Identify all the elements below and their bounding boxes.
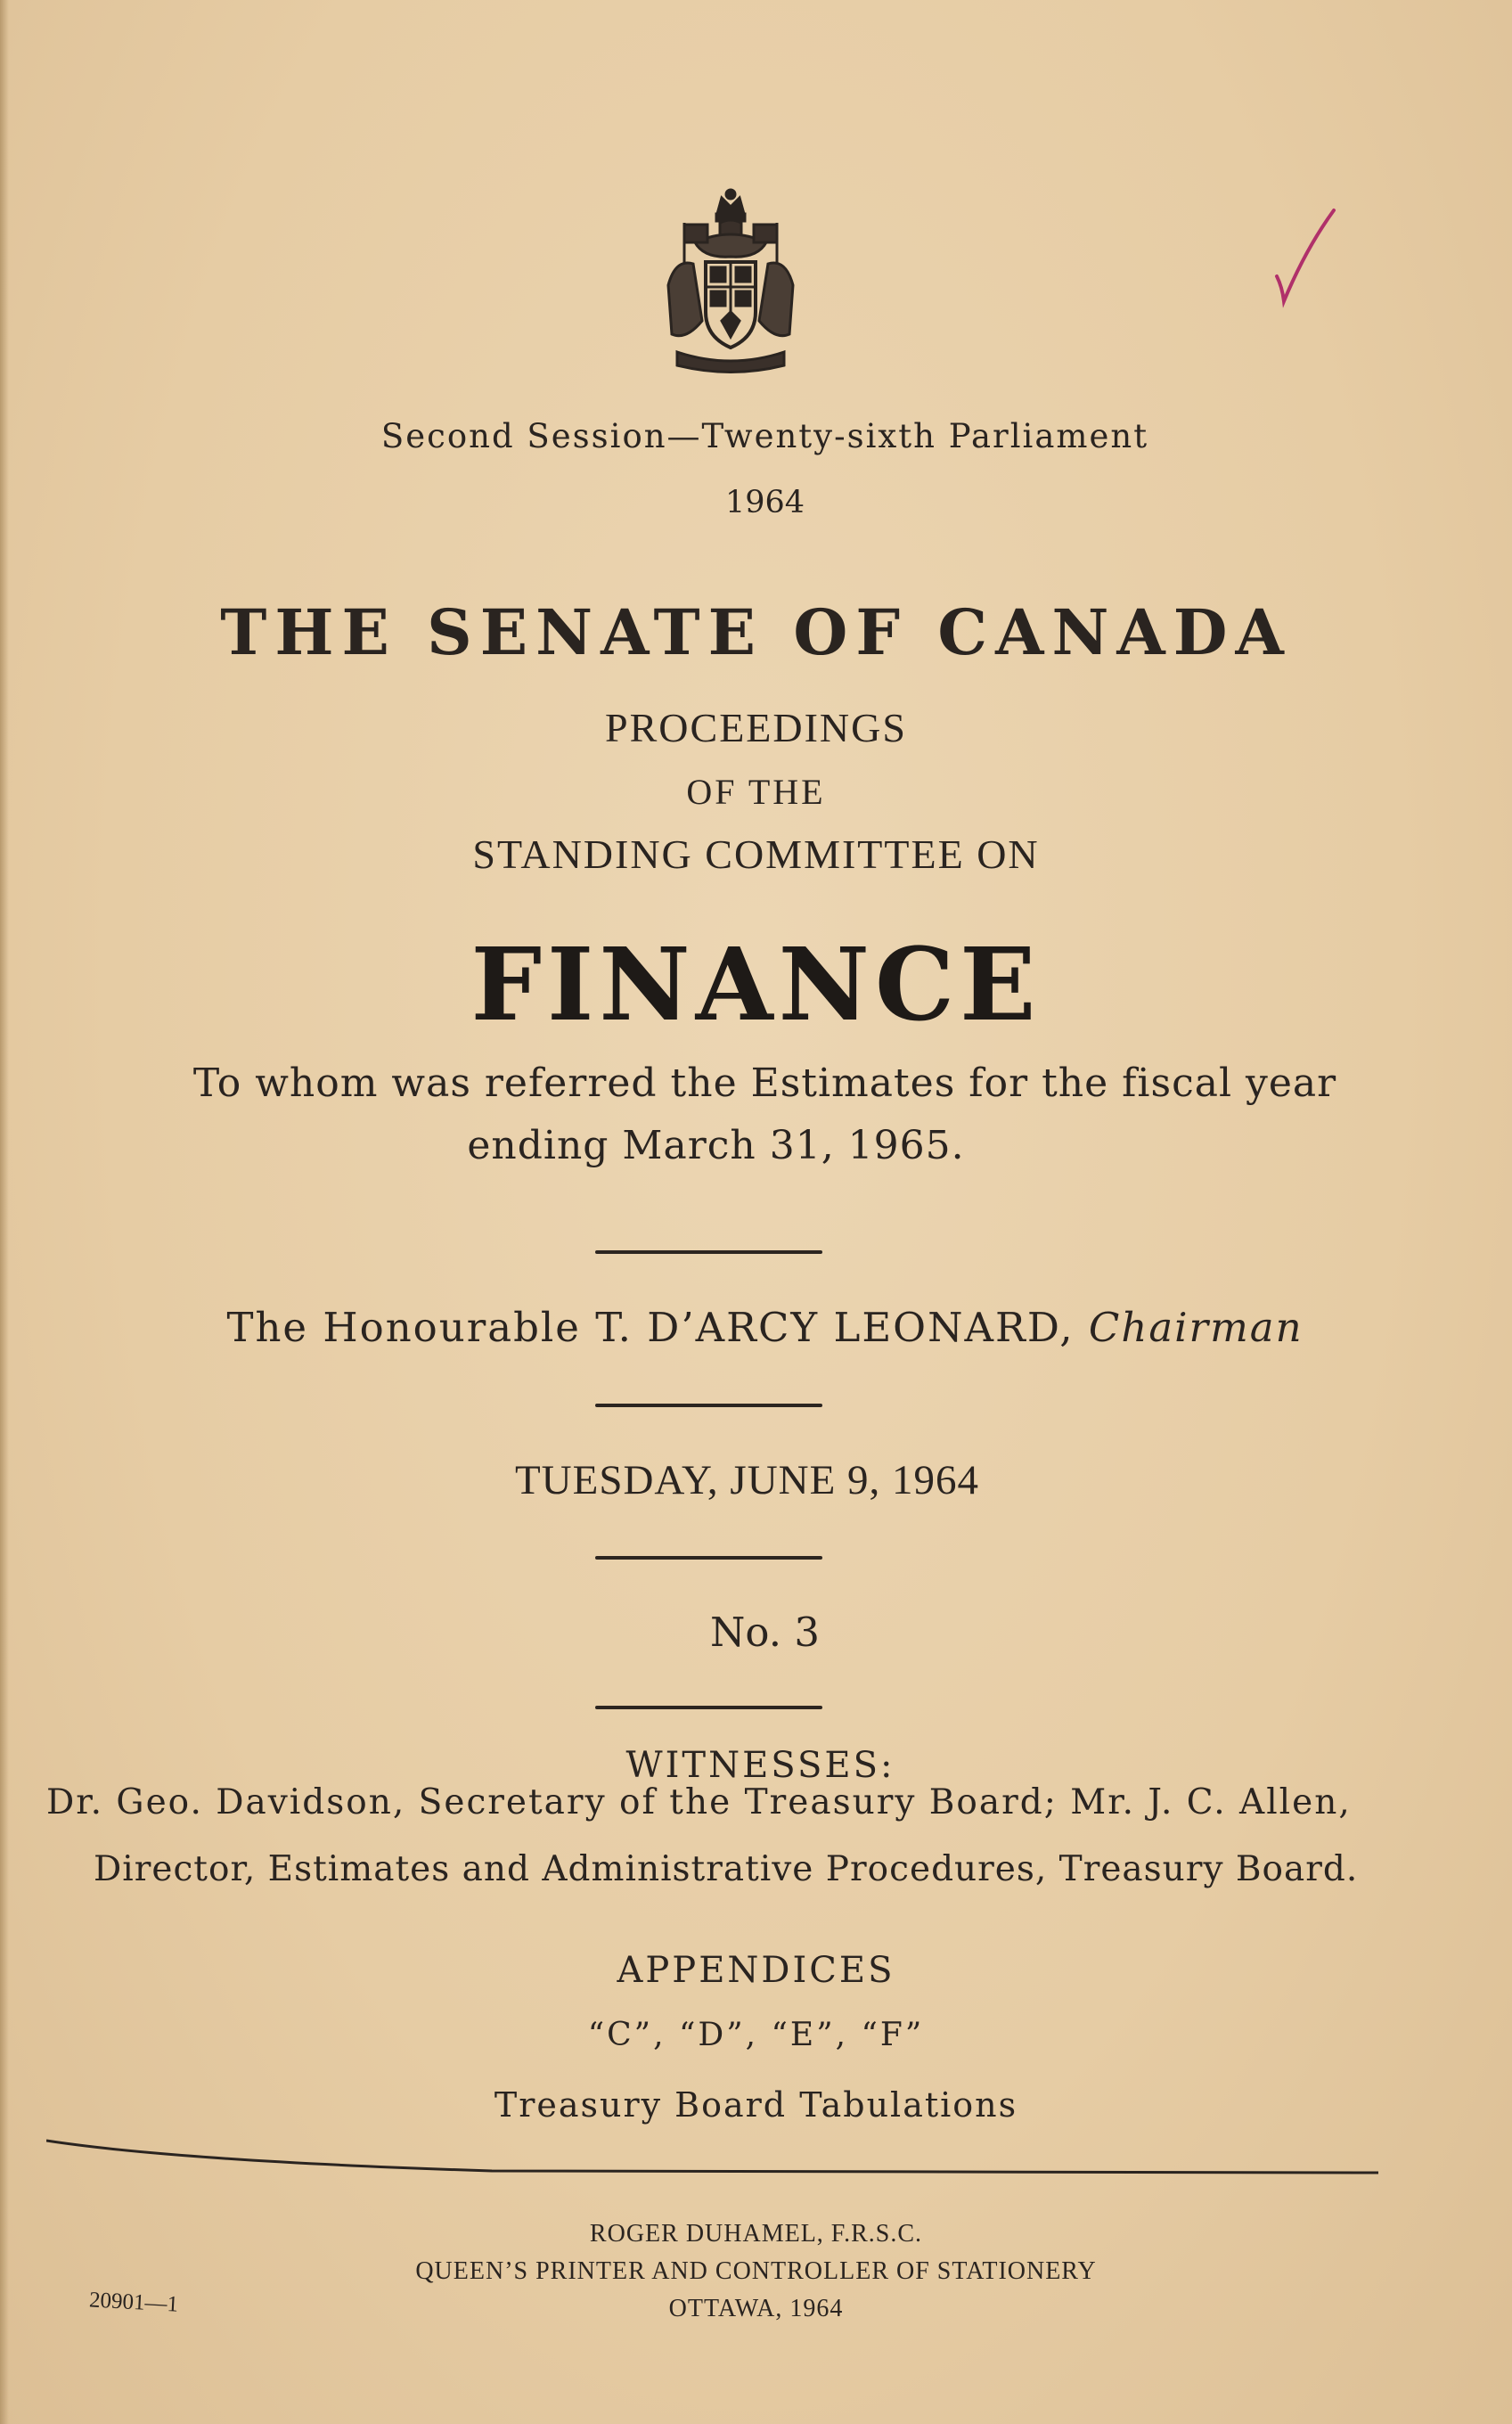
senate-title: THE SENATE OF CANADA bbox=[220, 595, 1292, 669]
session-year: 1964 bbox=[724, 485, 805, 520]
coat-of-arms-icon bbox=[659, 187, 802, 379]
print-code: 20901—1 bbox=[88, 2288, 179, 2317]
session-line: Second Session—Twenty-sixth Parliament bbox=[380, 417, 1149, 455]
chairman-role: Chairman bbox=[1088, 1304, 1304, 1351]
appendices-heading: APPENDICES bbox=[617, 1950, 895, 1991]
committee-name: FINANCE bbox=[470, 927, 1042, 1044]
referral-line-2: ending March 31, 1965. bbox=[467, 1123, 965, 1168]
issue-number: No. 3 bbox=[710, 1609, 820, 1656]
of-the-heading: OF THE bbox=[686, 772, 826, 812]
divider-rule bbox=[595, 1556, 822, 1560]
divider-rule bbox=[595, 1706, 822, 1709]
imprint-block bbox=[0, 2215, 1512, 2328]
bottom-rule bbox=[46, 2139, 1378, 2183]
imprint-place: OTTAWA, 1964 bbox=[668, 2295, 844, 2322]
standing-committee-heading: STANDING COMMITTEE ON bbox=[472, 831, 1040, 877]
divider-rule bbox=[595, 1250, 822, 1254]
divider-rule bbox=[595, 1404, 822, 1407]
meeting-date: TUESDAY, JUNE 9, 1964 bbox=[514, 1457, 980, 1503]
witnesses-heading: WITNESSES: bbox=[625, 1745, 895, 1786]
page-edge-shadow bbox=[0, 0, 9, 2424]
proceedings-heading: PROCEEDINGS bbox=[605, 705, 907, 750]
witnesses-line-2: Director, Estimates and Administrative Procedures, Treasury Board. bbox=[94, 1849, 1359, 1889]
chairman-line bbox=[9, 1304, 1512, 1351]
imprint-title: QUEEN’S PRINTER AND CONTROLLER OF STATIONERY bbox=[415, 2257, 1097, 2285]
referral-line-1: To whom was referred the Estimates for the fiscal year bbox=[192, 1060, 1337, 1106]
check-mark-icon bbox=[1270, 205, 1341, 312]
appendices-description: Treasury Board Tabulations bbox=[494, 2085, 1018, 2125]
chairman-name: The Honourable T. D’ARCY LEONARD, bbox=[226, 1304, 1075, 1351]
imprint-printer: ROGER DUHAMEL, F.R.S.C. bbox=[589, 2220, 923, 2248]
witnesses-line-1: Dr. Geo. Davidson, Secretary of the Treasury Board; Mr. J. C. Allen, bbox=[46, 1782, 1352, 1822]
appendices-list: “C”, “D”, “E”, “F” bbox=[587, 2017, 925, 2053]
